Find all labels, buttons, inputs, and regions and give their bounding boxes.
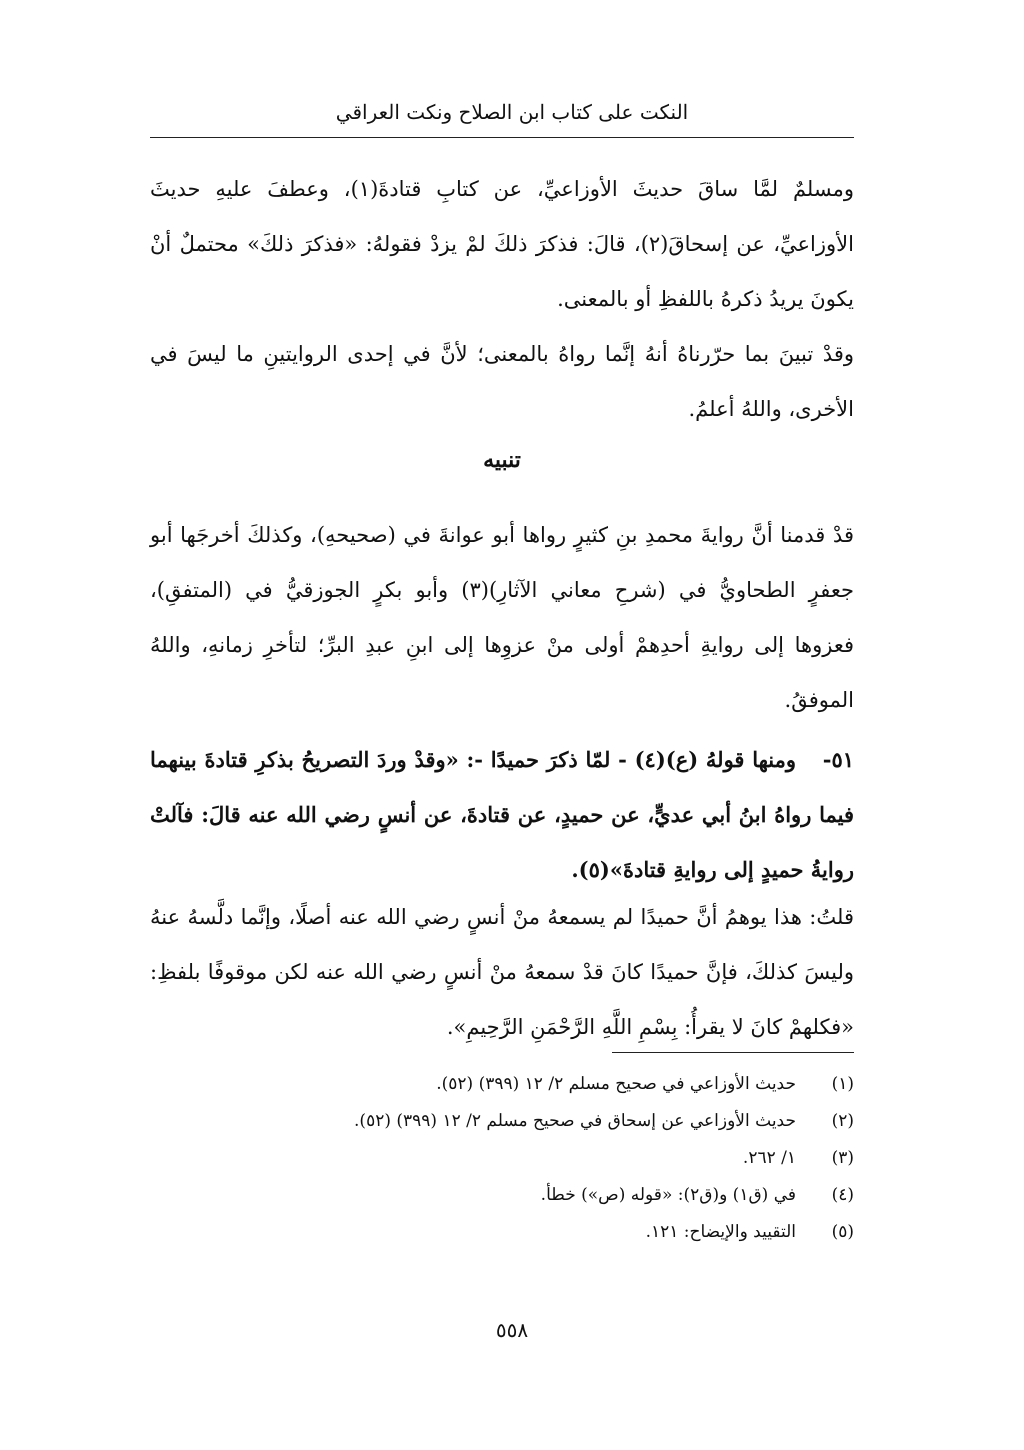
paragraph-1-text: ومسلمٌ لمَّا ساقَ حديثَ الأوزاعيِّ، عن كتابِ قتادةَ(١)، وعطفَ عليهِ حديثَ الأوزاعيِّ، عن إسحاقَ(٢)، قالَ: فذكرَ ذلكَ لمْ يزدْ فقولهُ: «فذكرَ ذلكَ» محتملٌ أنْ يكونَ يريدُ ذكرهُ باللفظِ أو بالمعنى. [150, 177, 854, 311]
running-head: النكت على كتاب ابن الصلاح ونكت العراقي [335, 100, 689, 124]
footnote-3 [150, 1140, 854, 1177]
paragraph-4-text: قلتُ: هذا يوهمُ أنَّ حميدًا لم يسمعهُ منْ أنسٍ رضي الله عنه أصلًا، وإنَّما دلَّسهُ عنهُ وليسَ كذلكَ، فإنَّ حميدًا كانَ قدْ سمعهُ منْ أنسٍ رضي الله عنه لكن موقوفًا بلفظِ: «فكلهمْ كانَ لا يقرأُ: بِسْمِ اللَّهِ الرَّحْمَنِ الرَّحِيمِ». [150, 905, 854, 1039]
footnote-text: في (ق١) و(ق٢): «قوله (ص») خطأ. [540, 1185, 796, 1205]
footnote-number: (٥) [831, 1222, 854, 1242]
footnote-1 [150, 1066, 854, 1103]
footnote-number: (٤) [831, 1185, 854, 1205]
paragraph-3-text: قدْ قدمنا أنَّ روايةَ محمدِ بنِ كثيرٍ رواها أبو عوانةَ في (صحيحهِ)، وكذلكَ أخرجَها أبو جعفرٍ الطحاويُّ في (شرحِ معاني الآثارِ)(٣) وأبو بكرٍ الجوزقيُّ في (المتفقِ)، فعزوها إلى روايةِ أحدِهمْ أولى منْ عزوِها إلى ابنِ عبدِ البرِّ؛ لتأخرِ زمانهِ، واللهُ الموفقُ. [150, 523, 855, 712]
paragraph-3 [150, 508, 854, 728]
numbered-item-51 [150, 732, 854, 897]
footnote-5 [150, 1214, 854, 1251]
footnotes [150, 1066, 854, 1251]
paragraph-1 [150, 162, 854, 327]
paragraph-2 [150, 327, 854, 437]
item-text: ومنها قولهُ (ع)(٤) - لمّا ذكرَ حميدًا -: «وقدْ وردَ التصريحُ بذكرِ قتادةَ بينهما فيما رواهُ ابنُ أبي عديٍّ، عن حميدٍ، عن قتادةَ، عن أنسٍ رضي الله عنه قالَ: فآلتْ روايةُ حميدٍ إلى روايةِ قتادةَ»(٥). [150, 747, 854, 882]
footnote-number: (٣) [831, 1148, 854, 1168]
footnote-4 [150, 1177, 854, 1214]
footnote-number: (١) [831, 1074, 854, 1094]
footnote-text: حديث الأوزاعي في صحيح مسلم ٢/ ١٢ (٣٩٩) (٥٢). [436, 1074, 796, 1094]
paragraph-2-text: وقدْ تبينَ بما حرّرناهُ أنهُ إنَّما رواهُ بالمعنى؛ لأنَّ في إحدى الروايتينِ ما ليسَ في الأخرى، واللهُ أعلمُ. [150, 342, 854, 421]
footnote-divider [612, 1052, 854, 1053]
footnote-text: التقييد والإيضاح: ١٢١. [645, 1222, 796, 1242]
page-number: ٥٥٨ [495, 1318, 529, 1342]
footnote-text: حديث الأوزاعي عن إسحاق في صحيح مسلم ٢/ ١٢ (٣٩٩) (٥٢). [354, 1111, 796, 1131]
paragraph-4 [150, 890, 854, 1055]
item-number: ٥١- [822, 747, 855, 772]
footnote-2 [150, 1103, 854, 1140]
footnote-number: (٢) [831, 1111, 854, 1131]
section-heading: تنبيه [483, 447, 521, 473]
footnote-text: ١/ ٢٦٢. [742, 1148, 796, 1168]
header-divider [150, 137, 854, 138]
